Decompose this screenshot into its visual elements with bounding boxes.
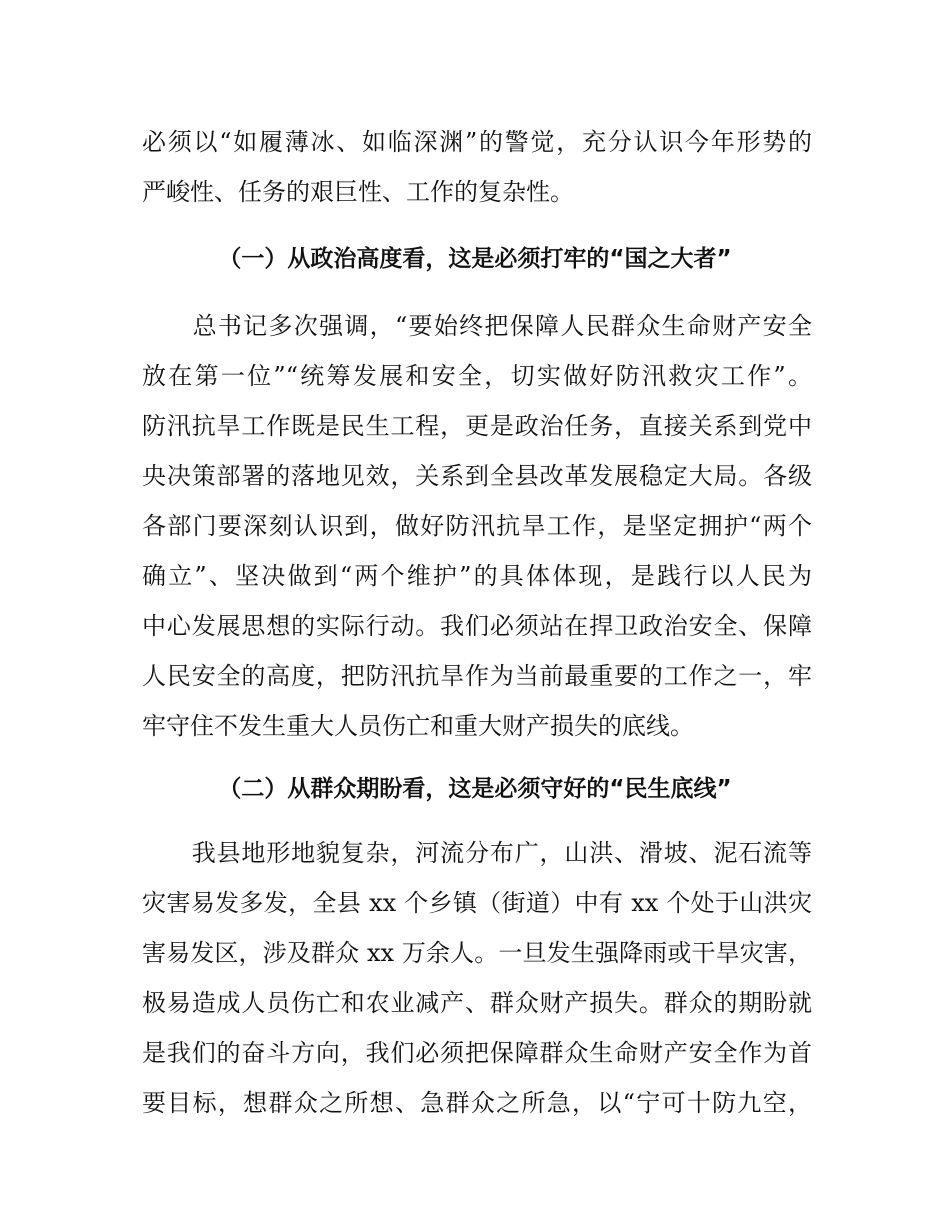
intro-line-1: 必须以“如履薄冰、如临深渊”的警觉，充分认识今年形势的 <box>142 128 812 156</box>
section-1-line-5: 各部门要深刻认识到，做好防汛抗旱工作，是坚定拥护“两个 <box>142 512 812 540</box>
section-1-line-4: 央决策部署的落地见效，关系到全县改革发展稳定大局。各级 <box>142 462 812 490</box>
intro-line-2: 严峻性、任务的艰巨性、工作的复杂性。 <box>142 178 574 206</box>
section-1-line-8: 人民安全的高度，把防汛抗旱作为当前最重要的工作之一，牢 <box>142 662 812 690</box>
section-2-line-2: 灾害易发多发，全县 xx 个乡镇（街道）中有 xx 个处于山洪灾 <box>142 889 812 917</box>
section-1-line-9: 牢守住不发生重大人员伤亡和重大财产损失的底线。 <box>142 712 694 740</box>
section-2-line-1: 我县地形地貌复杂，河流分布广，山洪、滑坡、泥石流等 <box>142 839 812 867</box>
section-1-line-2: 放在第一位”“统筹发展和安全，切实做好防汛救灾工作”。 <box>142 362 812 390</box>
section-2-heading: （二）从群众期盼看，这是必须守好的“民生底线” <box>218 776 732 802</box>
section-2-line-3: 害易发区，涉及群众 xx 万余人。一旦发生强降雨或干旱灾害， <box>142 939 812 967</box>
section-2-line-5: 是我们的奋斗方向，我们必须把保障群众生命财产安全作为首 <box>142 1039 812 1067</box>
section-1-line-3: 防汛抗旱工作既是民生工程，更是政治任务，直接关系到党中 <box>142 412 812 440</box>
section-1-heading: （一）从政治高度看，这是必须打牢的“国之大者” <box>218 246 732 272</box>
section-1-line-1: 总书记多次强调，“要始终把保障人民群众生命财产安全 <box>142 312 812 340</box>
section-1-line-6: 确立”、坚决做到“两个维护”的具体体现，是践行以人民为 <box>142 562 812 590</box>
section-2-line-6: 要目标，想群众之所想、急群众之所急，以“宁可十防九空， <box>142 1089 812 1117</box>
section-2-line-4: 极易造成人员伤亡和农业减产、群众财产损失。群众的期盼就 <box>142 989 812 1017</box>
section-1-line-7: 中心发展思想的实际行动。我们必须站在捍卫政治安全、保障 <box>142 612 812 640</box>
